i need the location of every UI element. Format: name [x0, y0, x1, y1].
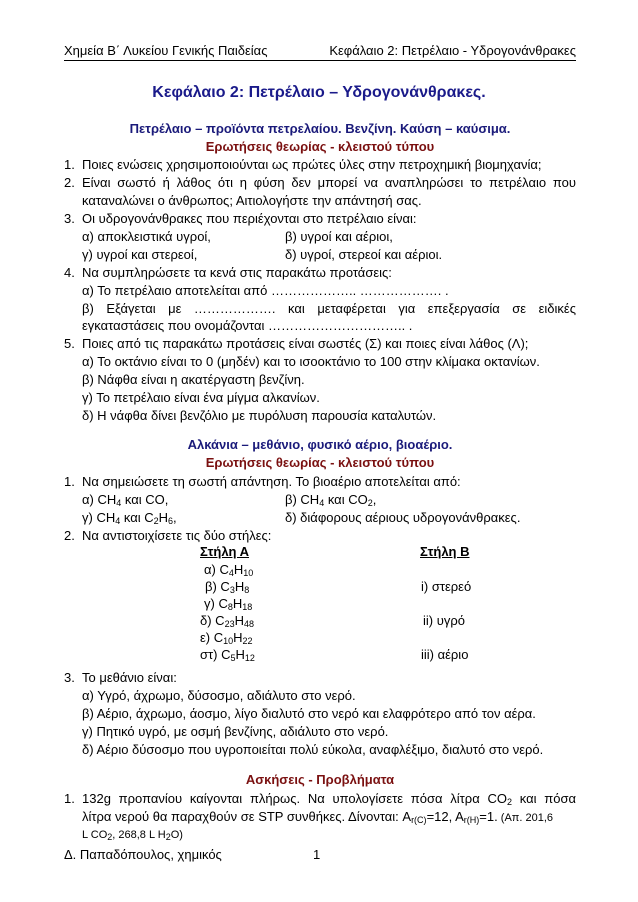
s1-q4-text: Να συμπληρώσετε τα κενά στις παρακάτω προτάσεις: [82, 265, 392, 280]
s1-q5-c: γ) Το πετρέλαιο είναι ένα μίγμα αλκανίων. [82, 390, 320, 405]
section2-subheading: Ερωτήσεις θεωρίας - κλειστού τύπου [205, 455, 435, 470]
s1-q3-text: Οι υδρογονάνθρακες που περιέχονται στο πετρέλαιο είναι: [82, 211, 417, 226]
s1-q4-number: 4. [64, 265, 75, 280]
s2-q1-option-a: α) $CH_4$ και CO, [82, 492, 169, 508]
section3-heading: Ασκήσεις - Προβλήματα [245, 772, 395, 787]
s2-q2-number: 2. [64, 528, 75, 543]
column-a-item-a: α) $C_4H_{10}$ [204, 562, 254, 578]
s2-q3-b: β) Αέριο, άχρωμο, άοσμο, λίγο διαλυτό στο νερό και ελαφρότερο από τον αέρα. [82, 706, 536, 721]
header-left: Χημεία Β΄ Λυκείου Γενικής Παιδείας [64, 43, 268, 58]
s1-q2-line1: Είναι σωστό ή λάθος ότι η φύση δεν μπορεί να αναπληρώσει το πετρέλαιο που [82, 175, 576, 190]
s2-q3-a: α) Υγρό, άχρωμο, δύσοσμο, αδιάλυτο στο νερό. [82, 688, 356, 703]
s2-q1-number: 1. [64, 474, 75, 489]
s1-q3-number: 3. [64, 211, 75, 226]
s3-q1-line1: 132g προπανίου καίγονται πλήρως. Να υπολογίσετε πόσα λίτρα $CO_2$ και πόσα [82, 791, 576, 807]
column-b-item-iii: iii) αέριο [421, 647, 469, 662]
column-b-item-i: i) στερεό [421, 579, 472, 594]
section1-heading: Πετρέλαιο – προϊόντα πετρελαίου. Βενζίνη. Καύση – καύσιμα. [129, 121, 511, 136]
s1-q3-option-d: δ) υγροί, στερεοί και αέριοι. [285, 247, 443, 262]
s3-q1-line2: λίτρα νερού θα παραχθούν σε STP συνθήκες. Δίνονται: $A_{r(C)}=12$, $A_{r(H)}=1$. (Απ. 201,6 [82, 809, 554, 825]
s2-q3-d: δ) Αέριο δύσοσμο που υγροποιείται πολύ εύκολα, αναφλέξιμο, διαλυτό στο νερό. [82, 742, 544, 757]
s1-q5-text: Ποιες από τις παρακάτω προτάσεις είναι σωστές (Σ) και ποιες είναι λάθος (Λ); [82, 336, 529, 351]
s1-q5-d: δ) Η νάφθα δίνει βενζόλιο με πυρόλυση παρουσία καταλυτών. [82, 408, 437, 423]
column-a-item-b: β) $C_3H_8$ [205, 579, 250, 595]
s1-q4-a: α) Το πετρέλαιο αποτελείται από ……………….. ………………. . [82, 283, 449, 298]
s2-q3-c: γ) Πητικό υγρό, με οσμή βενζίνης, αδιάλυτο στο νερό. [82, 724, 389, 739]
s2-q2-text: Να αντιστοιχίσετε τις δύο στήλες: [82, 528, 272, 543]
column-a-item-e: ε) $C_{10}H_{22}$ [200, 630, 253, 646]
s1-q5-b: β) Νάφθα είναι η ακατέργαστη βενζίνη. [82, 372, 305, 387]
s2-q3-text: Το μεθάνιο είναι: [82, 670, 177, 685]
s3-q1-number: 1. [64, 791, 75, 806]
column-a-header: Στήλη Α [200, 544, 250, 559]
running-header [64, 43, 576, 58]
s1-q4-b-line2: εγκαταστάσεις που ονομάζονται ………………………….. . [82, 318, 413, 333]
column-a-item-d: δ) $C_{23}H_{48}$ [200, 613, 254, 629]
column-b-item-ii: ii) υγρό [423, 613, 465, 628]
s2-q1-option-b: β) $CH_4$ και $CO_2$, [285, 492, 377, 508]
column-a-item-f: στ) $C_5H_{12}$ [200, 647, 255, 663]
s1-q2-number: 2. [64, 175, 75, 190]
s1-q2-line2: καταναλώνει ο άνθρωπος; Αιτιολογήστε την απάντησή σας. [82, 193, 422, 208]
header-rule [64, 60, 576, 61]
chapter-title: Κεφάλαιο 2: Πετρέλαιο – Υδρογονάνθρακες. [152, 84, 486, 101]
column-a-item-c: γ) $C_8H_{18}$ [204, 596, 253, 612]
s1-q3-option-c: γ) υγροί και στερεοί, [82, 247, 198, 262]
s1-q1-number: 1. [64, 157, 75, 172]
s2-q3-number: 3. [64, 670, 75, 685]
header-right: Κεφάλαιο 2: Πετρέλαιο - Υδρογονάνθρακες [329, 43, 576, 58]
footer-author: Δ. Παπαδόπουλος, χημικός [64, 847, 222, 862]
s1-q1-text: Ποιες ενώσεις χρησιμοποιούνται ως πρώτες ύλες στην πετροχημική βιομηχανία; [82, 157, 542, 172]
s2-q1-text: Να σημειώσετε τη σωστή απάντηση. Το βιοαέριο αποτελείται από: [82, 474, 461, 489]
column-b-header: Στήλη Β [420, 544, 470, 559]
s1-q4-b-line1: β) Εξάγεται με ………………. και μεταφέρεται για επεξεργασία σε ειδικές [82, 301, 576, 316]
page-number: 1 [313, 847, 321, 862]
s3-q1-line3: L $CO_2$, 268,8 L $H_2O$) [82, 829, 183, 842]
s2-q1-option-c: γ) $CH_4$ και $C_2H_6$, [82, 510, 177, 526]
section1-subheading: Ερωτήσεις θεωρίας - κλειστού τύπου [205, 139, 435, 154]
s1-q3-option-b: β) υγροί και αέριοι, [285, 229, 393, 244]
s1-q5-a: α) Το οκτάνιο είναι το 0 (μηδέν) και το ισοοκτάνιο το 100 στην κλίμακα οκτανίων. [82, 354, 540, 369]
s2-q1-option-d: δ) διάφορους αέριους υδρογονάνθρακες. [285, 510, 521, 525]
s1-q3-option-a: α) αποκλειστικά υγροί, [82, 229, 211, 244]
section2-heading: Αλκάνια – μεθάνιο, φυσικό αέριο, βιοαέριο. [187, 437, 453, 452]
s1-q5-number: 5. [64, 336, 75, 351]
